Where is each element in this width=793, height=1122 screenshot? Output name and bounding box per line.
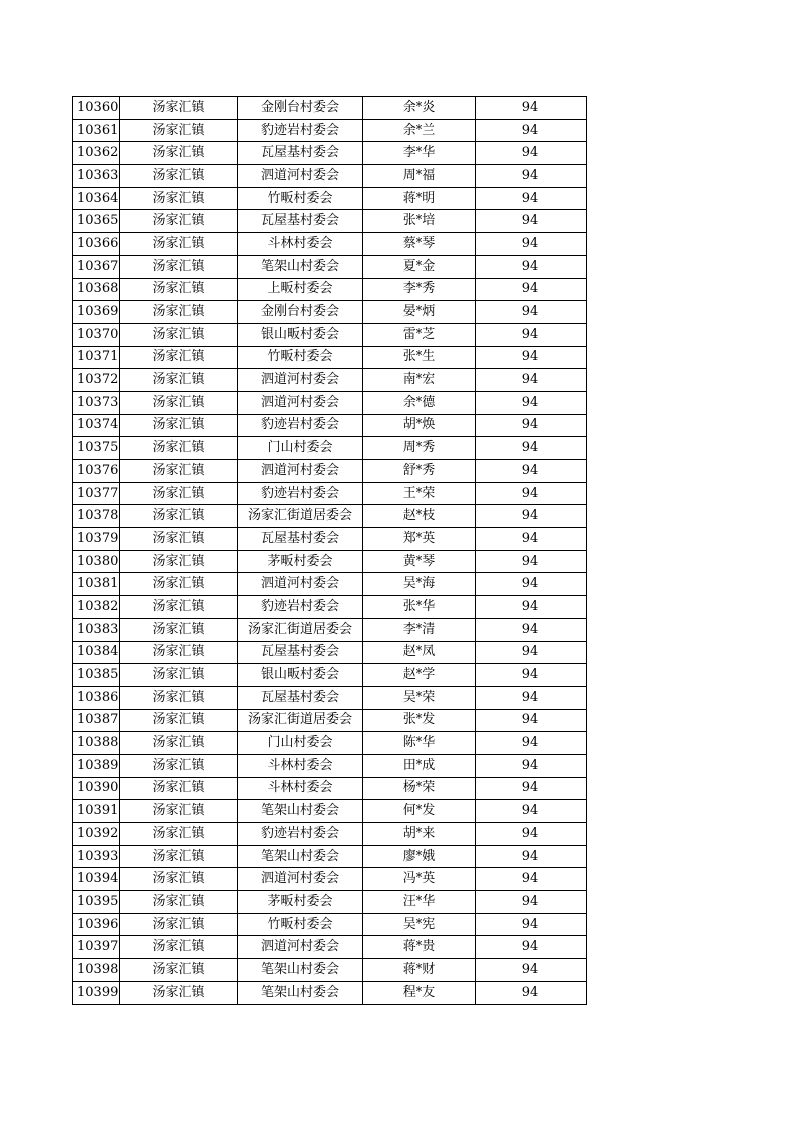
person-name-cell: 蒋*财: [363, 959, 476, 982]
table-row: [73, 165, 587, 188]
person-name-cell: 赵*枝: [363, 505, 476, 528]
score-cell: 94: [476, 505, 587, 528]
table-row: [73, 210, 587, 233]
town-cell: 汤家汇镇: [120, 641, 238, 664]
person-name-cell: 赵*凤: [363, 641, 476, 664]
person-name-cell: 汪*华: [363, 891, 476, 914]
row-number-cell: 10370: [73, 323, 120, 346]
row-number-cell: 10361: [73, 119, 120, 142]
town-cell: 汤家汇镇: [120, 550, 238, 573]
town-cell: 汤家汇镇: [120, 913, 238, 936]
row-number-cell: 10376: [73, 460, 120, 483]
village-committee-cell: 门山村委会: [238, 437, 363, 460]
score-cell: 94: [476, 119, 587, 142]
person-name-cell: 郑*英: [363, 528, 476, 551]
town-cell: 汤家汇镇: [120, 686, 238, 709]
village-committee-cell: 金刚台村委会: [238, 301, 363, 324]
village-committee-cell: 汤家汇街道居委会: [238, 709, 363, 732]
town-cell: 汤家汇镇: [120, 664, 238, 687]
table-row: [73, 981, 587, 1004]
score-cell: 94: [476, 936, 587, 959]
person-name-cell: 吴*宪: [363, 913, 476, 936]
table-row: [73, 573, 587, 596]
village-committee-cell: 笔架山村委会: [238, 959, 363, 982]
table-row: [73, 596, 587, 619]
table-body: [73, 97, 587, 1005]
person-name-cell: 冯*英: [363, 868, 476, 891]
village-committee-cell: 瓦屋基村委会: [238, 210, 363, 233]
row-number-cell: 10396: [73, 913, 120, 936]
score-cell: 94: [476, 255, 587, 278]
table-row: [73, 278, 587, 301]
town-cell: 汤家汇镇: [120, 301, 238, 324]
score-cell: 94: [476, 346, 587, 369]
village-committee-cell: 斗林村委会: [238, 777, 363, 800]
town-cell: 汤家汇镇: [120, 323, 238, 346]
score-cell: 94: [476, 868, 587, 891]
table-row: [73, 142, 587, 165]
village-committee-cell: 豹迹岩村委会: [238, 482, 363, 505]
row-number-cell: 10378: [73, 505, 120, 528]
village-committee-cell: 门山村委会: [238, 732, 363, 755]
row-number-cell: 10387: [73, 709, 120, 732]
person-name-cell: 李*华: [363, 142, 476, 165]
town-cell: 汤家汇镇: [120, 460, 238, 483]
row-number-cell: 10369: [73, 301, 120, 324]
village-committee-cell: 笔架山村委会: [238, 800, 363, 823]
score-cell: 94: [476, 460, 587, 483]
table-row: [73, 641, 587, 664]
row-number-cell: 10362: [73, 142, 120, 165]
table-row: [73, 823, 587, 846]
row-number-cell: 10393: [73, 845, 120, 868]
person-name-cell: 王*荣: [363, 482, 476, 505]
table-row: [73, 618, 587, 641]
roster-table: [72, 96, 587, 1005]
person-name-cell: 周*秀: [363, 437, 476, 460]
town-cell: 汤家汇镇: [120, 823, 238, 846]
person-name-cell: 赵*学: [363, 664, 476, 687]
table-row: [73, 868, 587, 891]
table-row: [73, 437, 587, 460]
score-cell: 94: [476, 482, 587, 505]
table-row: [73, 845, 587, 868]
score-cell: 94: [476, 323, 587, 346]
village-committee-cell: 泗道河村委会: [238, 369, 363, 392]
village-committee-cell: 泗道河村委会: [238, 165, 363, 188]
row-number-cell: 10379: [73, 528, 120, 551]
table-row: [73, 528, 587, 551]
person-name-cell: 夏*金: [363, 255, 476, 278]
village-committee-cell: 茅畈村委会: [238, 891, 363, 914]
score-cell: 94: [476, 391, 587, 414]
village-committee-cell: 瓦屋基村委会: [238, 686, 363, 709]
person-name-cell: 胡*来: [363, 823, 476, 846]
person-name-cell: 张*发: [363, 709, 476, 732]
score-cell: 94: [476, 165, 587, 188]
row-number-cell: 10381: [73, 573, 120, 596]
score-cell: 94: [476, 528, 587, 551]
score-cell: 94: [476, 97, 587, 120]
person-name-cell: 张*培: [363, 210, 476, 233]
person-name-cell: 余*炎: [363, 97, 476, 120]
town-cell: 汤家汇镇: [120, 981, 238, 1004]
row-number-cell: 10388: [73, 732, 120, 755]
village-committee-cell: 豹迹岩村委会: [238, 823, 363, 846]
village-committee-cell: 斗林村委会: [238, 233, 363, 256]
village-committee-cell: 上畈村委会: [238, 278, 363, 301]
person-name-cell: 李*秀: [363, 278, 476, 301]
table-row: [73, 936, 587, 959]
row-number-cell: 10380: [73, 550, 120, 573]
score-cell: 94: [476, 618, 587, 641]
row-number-cell: 10394: [73, 868, 120, 891]
town-cell: 汤家汇镇: [120, 482, 238, 505]
village-committee-cell: 瓦屋基村委会: [238, 528, 363, 551]
table-row: [73, 301, 587, 324]
town-cell: 汤家汇镇: [120, 959, 238, 982]
score-cell: 94: [476, 845, 587, 868]
person-name-cell: 雷*芝: [363, 323, 476, 346]
score-cell: 94: [476, 754, 587, 777]
town-cell: 汤家汇镇: [120, 868, 238, 891]
town-cell: 汤家汇镇: [120, 187, 238, 210]
score-cell: 94: [476, 437, 587, 460]
person-name-cell: 余*兰: [363, 119, 476, 142]
person-name-cell: 黄*琴: [363, 550, 476, 573]
row-number-cell: 10399: [73, 981, 120, 1004]
score-cell: 94: [476, 596, 587, 619]
town-cell: 汤家汇镇: [120, 391, 238, 414]
table-row: [73, 505, 587, 528]
row-number-cell: 10398: [73, 959, 120, 982]
table-row: [73, 891, 587, 914]
person-name-cell: 蔡*琴: [363, 233, 476, 256]
score-cell: 94: [476, 301, 587, 324]
village-committee-cell: 茅畈村委会: [238, 550, 363, 573]
person-name-cell: 南*宏: [363, 369, 476, 392]
row-number-cell: 10385: [73, 664, 120, 687]
person-name-cell: 晏*炳: [363, 301, 476, 324]
village-committee-cell: 豹迹岩村委会: [238, 414, 363, 437]
village-committee-cell: 银山畈村委会: [238, 323, 363, 346]
score-cell: 94: [476, 732, 587, 755]
person-name-cell: 余*德: [363, 391, 476, 414]
table-row: [73, 187, 587, 210]
person-name-cell: 田*成: [363, 754, 476, 777]
person-name-cell: 吴*海: [363, 573, 476, 596]
person-name-cell: 胡*焕: [363, 414, 476, 437]
table-row: [73, 709, 587, 732]
row-number-cell: 10372: [73, 369, 120, 392]
table-row: [73, 913, 587, 936]
row-number-cell: 10366: [73, 233, 120, 256]
table-row: [73, 414, 587, 437]
town-cell: 汤家汇镇: [120, 596, 238, 619]
village-committee-cell: 泗道河村委会: [238, 868, 363, 891]
row-number-cell: 10390: [73, 777, 120, 800]
village-committee-cell: 瓦屋基村委会: [238, 142, 363, 165]
town-cell: 汤家汇镇: [120, 233, 238, 256]
score-cell: 94: [476, 187, 587, 210]
row-number-cell: 10367: [73, 255, 120, 278]
village-committee-cell: 汤家汇街道居委会: [238, 618, 363, 641]
row-number-cell: 10397: [73, 936, 120, 959]
village-committee-cell: 笔架山村委会: [238, 845, 363, 868]
village-committee-cell: 豹迹岩村委会: [238, 119, 363, 142]
score-cell: 94: [476, 369, 587, 392]
person-name-cell: 杨*荣: [363, 777, 476, 800]
town-cell: 汤家汇镇: [120, 891, 238, 914]
person-name-cell: 何*发: [363, 800, 476, 823]
table-row: [73, 482, 587, 505]
town-cell: 汤家汇镇: [120, 732, 238, 755]
town-cell: 汤家汇镇: [120, 369, 238, 392]
row-number-cell: 10377: [73, 482, 120, 505]
row-number-cell: 10371: [73, 346, 120, 369]
town-cell: 汤家汇镇: [120, 936, 238, 959]
person-name-cell: 吴*荣: [363, 686, 476, 709]
town-cell: 汤家汇镇: [120, 528, 238, 551]
row-number-cell: 10395: [73, 891, 120, 914]
table-row: [73, 119, 587, 142]
town-cell: 汤家汇镇: [120, 210, 238, 233]
village-committee-cell: 竹畈村委会: [238, 913, 363, 936]
town-cell: 汤家汇镇: [120, 414, 238, 437]
table-row: [73, 233, 587, 256]
table-row: [73, 323, 587, 346]
score-cell: 94: [476, 414, 587, 437]
town-cell: 汤家汇镇: [120, 255, 238, 278]
score-cell: 94: [476, 573, 587, 596]
town-cell: 汤家汇镇: [120, 845, 238, 868]
table-row: [73, 800, 587, 823]
row-number-cell: 10386: [73, 686, 120, 709]
table-row: [73, 777, 587, 800]
score-cell: 94: [476, 233, 587, 256]
town-cell: 汤家汇镇: [120, 754, 238, 777]
row-number-cell: 10392: [73, 823, 120, 846]
village-committee-cell: 瓦屋基村委会: [238, 641, 363, 664]
town-cell: 汤家汇镇: [120, 119, 238, 142]
row-number-cell: 10383: [73, 618, 120, 641]
score-cell: 94: [476, 777, 587, 800]
town-cell: 汤家汇镇: [120, 777, 238, 800]
town-cell: 汤家汇镇: [120, 165, 238, 188]
row-number-cell: 10375: [73, 437, 120, 460]
person-name-cell: 廖*娥: [363, 845, 476, 868]
table-row: [73, 369, 587, 392]
village-committee-cell: 斗林村委会: [238, 754, 363, 777]
town-cell: 汤家汇镇: [120, 437, 238, 460]
score-cell: 94: [476, 641, 587, 664]
row-number-cell: 10384: [73, 641, 120, 664]
table-row: [73, 391, 587, 414]
village-committee-cell: 竹畈村委会: [238, 346, 363, 369]
table-row: [73, 460, 587, 483]
score-cell: 94: [476, 800, 587, 823]
row-number-cell: 10364: [73, 187, 120, 210]
table-row: [73, 255, 587, 278]
village-committee-cell: 竹畈村委会: [238, 187, 363, 210]
person-name-cell: 舒*秀: [363, 460, 476, 483]
table-row: [73, 732, 587, 755]
table-row: [73, 959, 587, 982]
village-committee-cell: 汤家汇街道居委会: [238, 505, 363, 528]
score-cell: 94: [476, 278, 587, 301]
table-row: [73, 346, 587, 369]
person-name-cell: 陈*华: [363, 732, 476, 755]
score-cell: 94: [476, 210, 587, 233]
village-committee-cell: 金刚台村委会: [238, 97, 363, 120]
village-committee-cell: 泗道河村委会: [238, 936, 363, 959]
town-cell: 汤家汇镇: [120, 278, 238, 301]
town-cell: 汤家汇镇: [120, 505, 238, 528]
score-cell: 94: [476, 142, 587, 165]
town-cell: 汤家汇镇: [120, 346, 238, 369]
town-cell: 汤家汇镇: [120, 800, 238, 823]
row-number-cell: 10391: [73, 800, 120, 823]
village-committee-cell: 泗道河村委会: [238, 391, 363, 414]
village-committee-cell: 泗道河村委会: [238, 460, 363, 483]
village-committee-cell: 泗道河村委会: [238, 573, 363, 596]
person-name-cell: 周*福: [363, 165, 476, 188]
score-cell: 94: [476, 686, 587, 709]
row-number-cell: 10368: [73, 278, 120, 301]
village-committee-cell: 豹迹岩村委会: [238, 596, 363, 619]
score-cell: 94: [476, 959, 587, 982]
person-name-cell: 李*清: [363, 618, 476, 641]
table-row: [73, 754, 587, 777]
row-number-cell: 10374: [73, 414, 120, 437]
row-number-cell: 10382: [73, 596, 120, 619]
town-cell: 汤家汇镇: [120, 142, 238, 165]
person-name-cell: 张*生: [363, 346, 476, 369]
row-number-cell: 10360: [73, 97, 120, 120]
score-cell: 94: [476, 550, 587, 573]
score-cell: 94: [476, 709, 587, 732]
score-cell: 94: [476, 913, 587, 936]
table-row: [73, 686, 587, 709]
score-cell: 94: [476, 891, 587, 914]
village-committee-cell: 笔架山村委会: [238, 981, 363, 1004]
person-name-cell: 程*友: [363, 981, 476, 1004]
table-row: [73, 550, 587, 573]
town-cell: 汤家汇镇: [120, 709, 238, 732]
town-cell: 汤家汇镇: [120, 573, 238, 596]
score-cell: 94: [476, 823, 587, 846]
person-name-cell: 张*华: [363, 596, 476, 619]
village-committee-cell: 笔架山村委会: [238, 255, 363, 278]
score-cell: 94: [476, 664, 587, 687]
town-cell: 汤家汇镇: [120, 97, 238, 120]
person-name-cell: 蒋*明: [363, 187, 476, 210]
village-committee-cell: 银山畈村委会: [238, 664, 363, 687]
row-number-cell: 10365: [73, 210, 120, 233]
row-number-cell: 10373: [73, 391, 120, 414]
person-name-cell: 蒋*贵: [363, 936, 476, 959]
town-cell: 汤家汇镇: [120, 618, 238, 641]
row-number-cell: 10363: [73, 165, 120, 188]
score-cell: 94: [476, 981, 587, 1004]
table-row: [73, 664, 587, 687]
table-row: [73, 97, 587, 120]
row-number-cell: 10389: [73, 754, 120, 777]
